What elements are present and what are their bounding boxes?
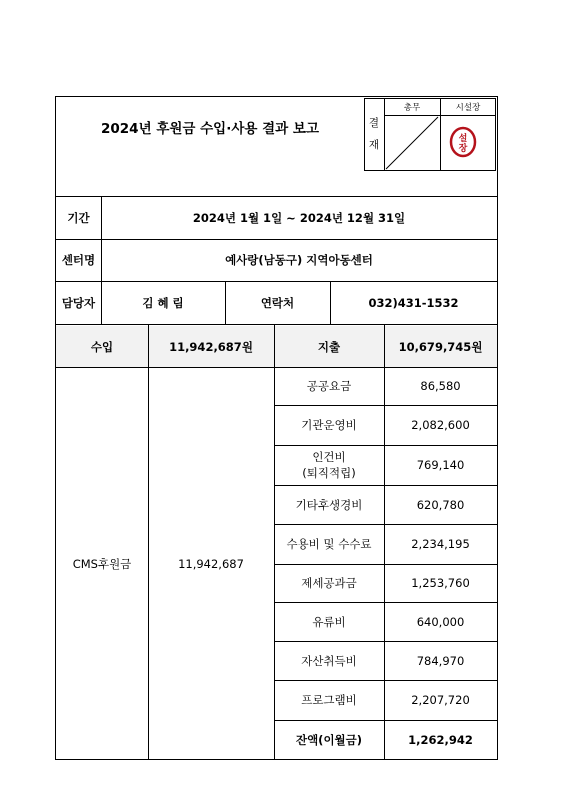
expense-item: 제세공과금	[301, 576, 357, 590]
approval-label-top: 결	[368, 116, 380, 129]
center-value: 예사랑(남동구) 지역아동센터	[225, 253, 373, 267]
expense-amount: 784,970	[416, 653, 465, 668]
approval-col-treasurer: 총무	[403, 102, 421, 113]
income-source-name: CMS후원금	[72, 556, 132, 571]
income-total: 11,942,687원	[169, 339, 253, 354]
director-seal-stamp	[448, 125, 478, 159]
expense-amount: 2,234,195	[411, 537, 470, 551]
expense-total: 10,679,745원	[398, 339, 483, 354]
balance-label: 잔액(이월금)	[295, 733, 363, 747]
approval-col-director: 시설장	[455, 102, 481, 113]
svg-text:장: 장	[458, 144, 468, 154]
svg-text:설: 설	[458, 134, 468, 144]
period-value: 2024년 1월 1일 ~ 2024년 12월 31일	[192, 210, 406, 225]
expense-item: 자산취득비	[301, 653, 357, 668]
manager-label: 담당자	[61, 295, 96, 310]
expense-amount: 86,580	[420, 379, 461, 393]
expense-amount: 769,140	[416, 458, 465, 472]
approval-label-bottom: 재	[368, 138, 380, 151]
balance-amount: 1,262,942	[408, 733, 473, 747]
expense-item: 프로그램비	[301, 693, 357, 707]
expense-item: 기관운영비	[301, 418, 357, 432]
period-label: 기간	[67, 210, 90, 225]
contact-value: 032)431-1532	[368, 295, 459, 310]
center-label: 센터명	[61, 253, 96, 267]
income-label: 수입	[90, 339, 114, 354]
expense-item: 기타후생경비	[295, 497, 363, 512]
expense-item-line2: (퇴직적립)	[302, 466, 356, 480]
report-title: 2024년 후원금 수입·사용 결과 보고	[101, 121, 319, 137]
expense-item: 공공요금	[306, 379, 352, 393]
income-source-amount: 11,942,687	[178, 556, 244, 571]
contact-label: 연락처	[260, 295, 295, 310]
expense-amount: 2,207,720	[411, 693, 470, 707]
expense-item: 유류비	[312, 614, 346, 629]
expense-amount: 2,082,600	[411, 418, 470, 432]
expense-amount: 1,253,760	[411, 576, 470, 590]
manager-name: 김 혜 림	[142, 295, 184, 310]
expense-item: 수용비 및 수수료	[286, 537, 372, 551]
expense-amount: 640,000	[416, 614, 465, 629]
expense-label: 지출	[317, 339, 341, 354]
expense-amount: 620,780	[416, 497, 465, 512]
approval-diagonal	[384, 115, 440, 171]
expense-item-line1: 인건비	[312, 450, 346, 464]
